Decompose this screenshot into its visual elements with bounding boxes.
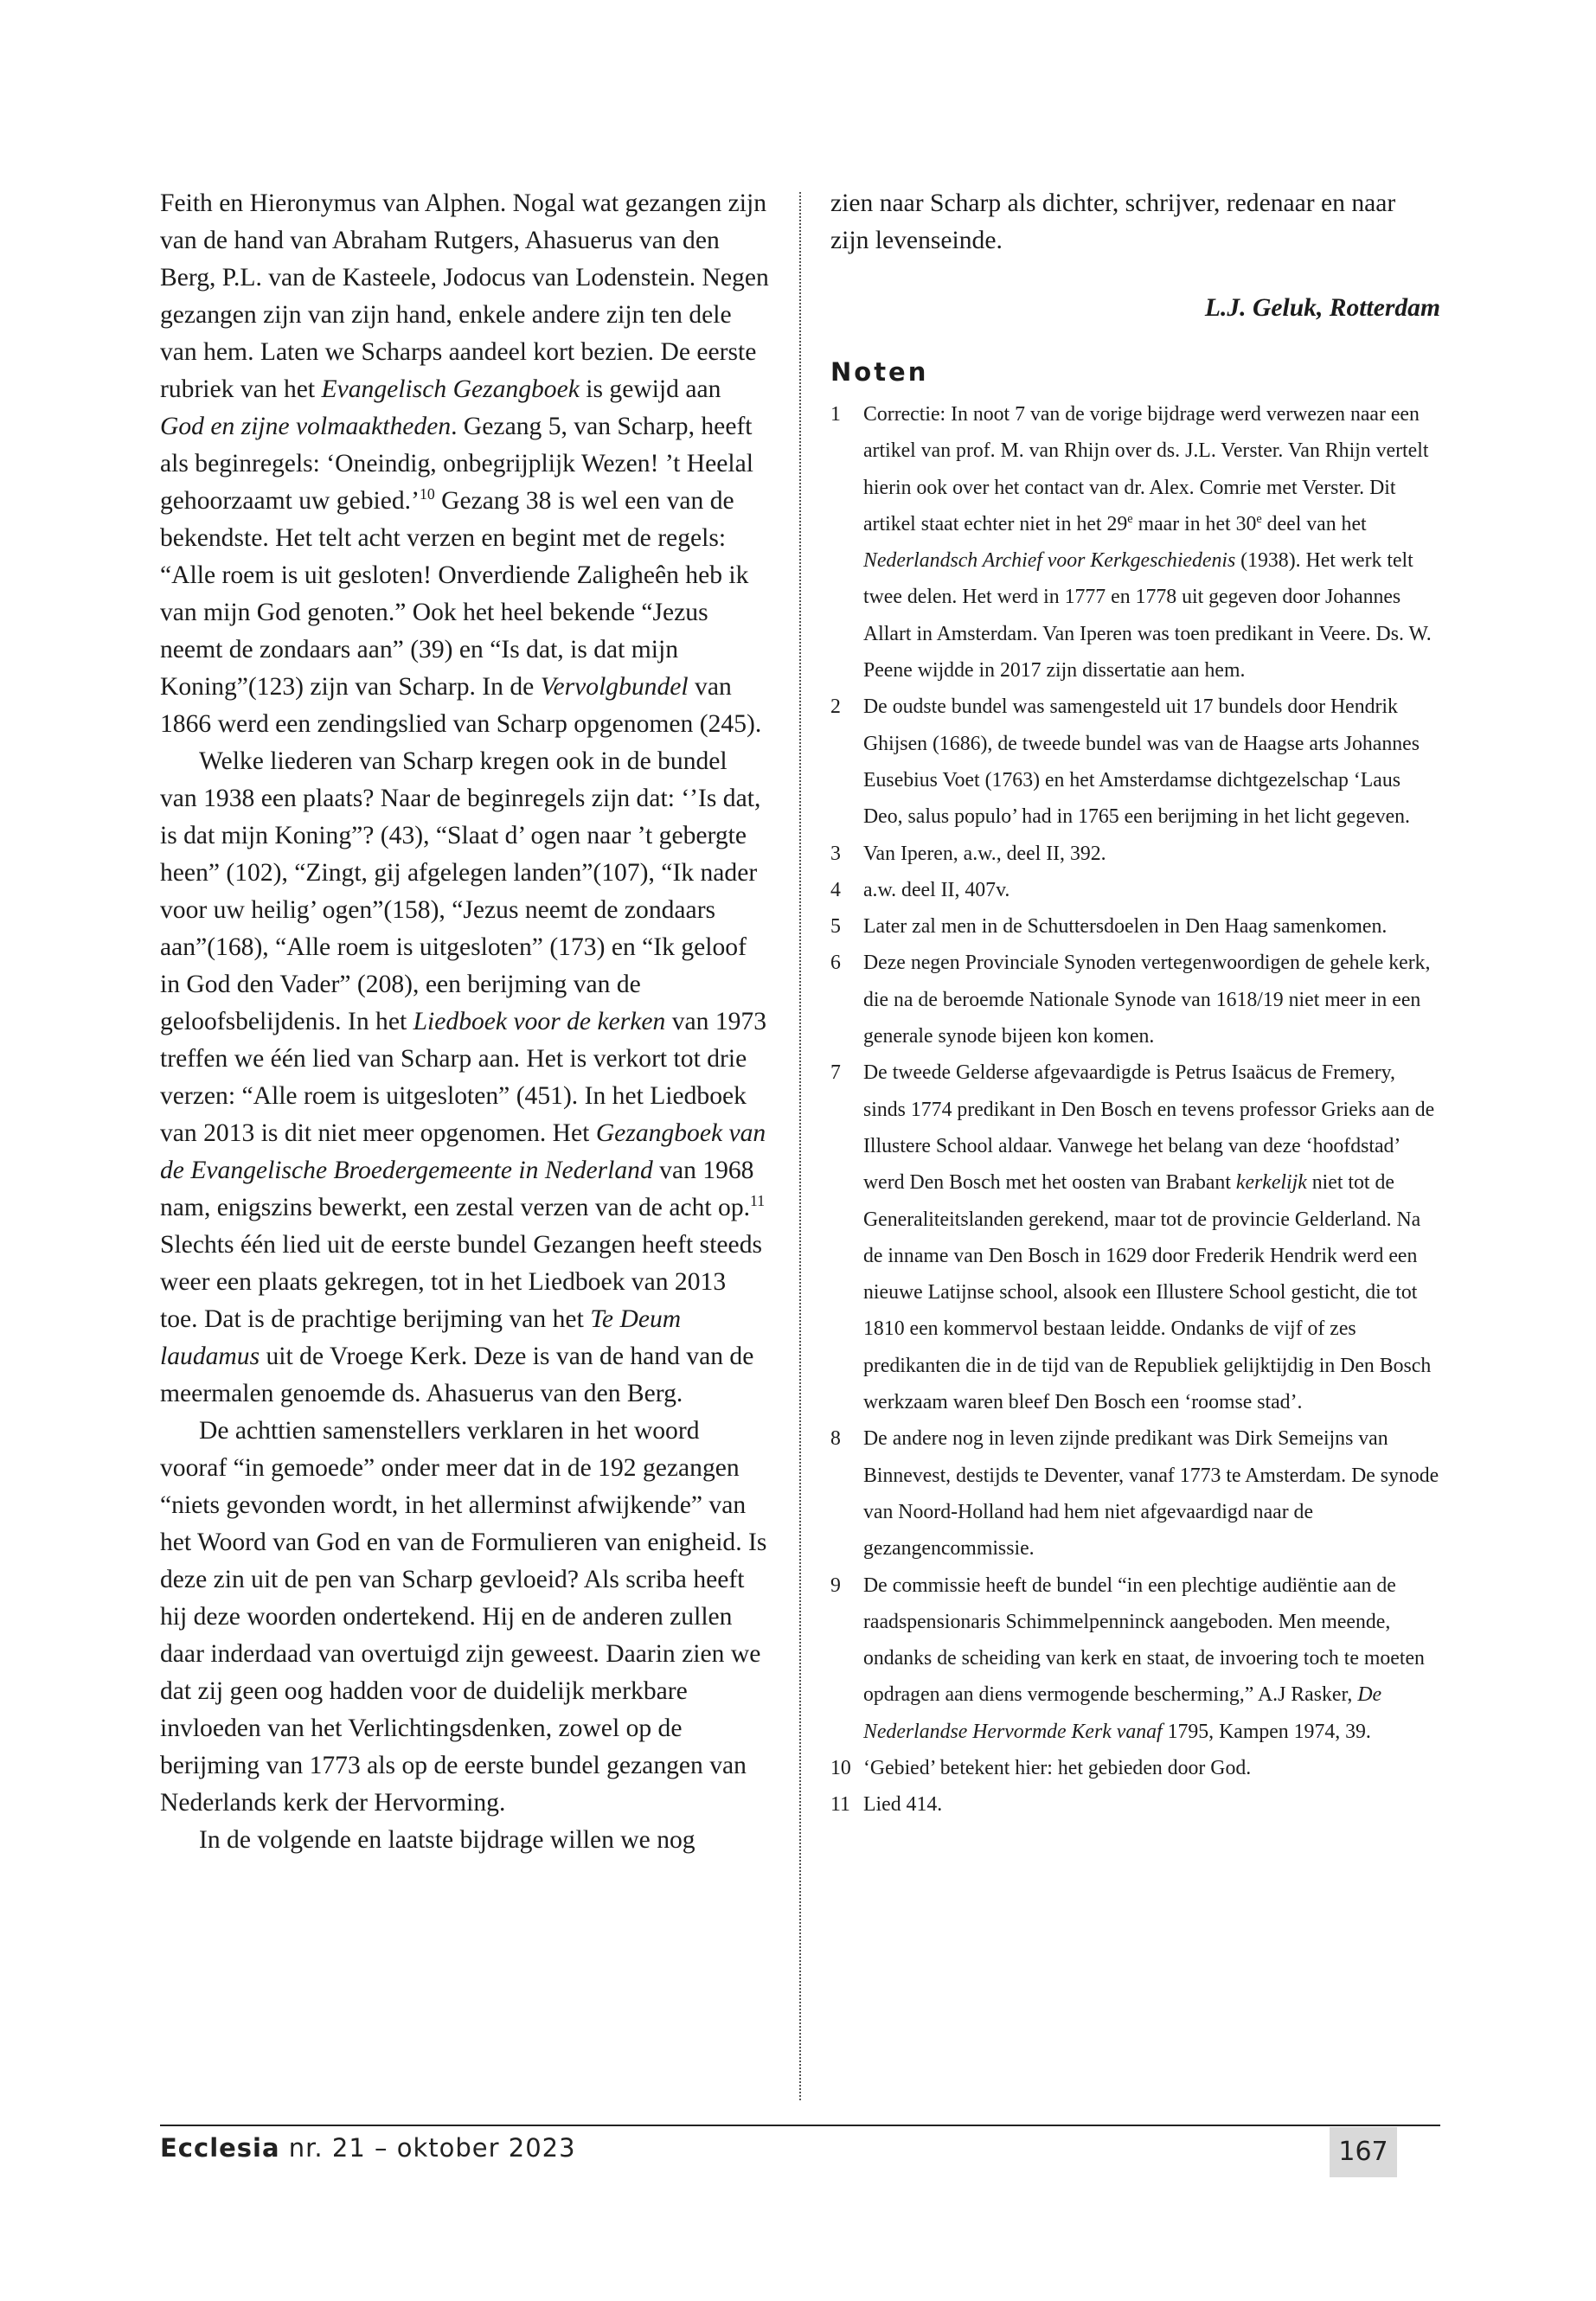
note-number: 10 (830, 1756, 851, 1779)
note-number: 11 (830, 1793, 850, 1817)
note-text: Later zal men in de Schuttersdoelen in Den Haag samenkomen. (863, 915, 1388, 939)
note-text: a.w. deel II, 407v. (863, 878, 1010, 901)
note-number: 7 (830, 1061, 841, 1085)
note-9 (830, 1567, 1440, 1750)
footer-rule (160, 2125, 1440, 2126)
paragraph-2: Welke liederen van Scharp kregen ook in de bundel van 1938 een plaats? Naar de beginregels zijn dat: ‘’Is dat, is dat mijn Koning”? (43), “Slaat d’ ogen naar ’t gebergte heen” (102), “Zingt, gij afgelegen landen”(107), “Ik nader voor uw heilig’ ogen”(158), “Jezus neemt de zondaars aan”(168), “Alle roem is uitgesloten” (173) en “Ik geloof in God den Vader” (208), een berijming van de geloofsbelijdenis. In het Liedboek voor de kerken van 1973 treffen we één lied van Scharp aan. Het is verkort tot drie verzen: “Alle roem is uitgesloten” (451). In het Liedboek van 2013 is dit niet meer opgenomen. Het Gezangboek van de Evangelische Broedergemeente in Nederland van 1968 nam, enigszins bewerkt, een zestal verzen van de acht op.$^{11}$ Slechts één lied uit de eerste bundel Gezangen heeft steeds weer een plaats gekregen, tot in het Liedboek van 2013 toe. Dat is de prachtige berijming van het Te Deum laudamus uit de Vroege Kerk. Deze is van de hand van de meermalen genoemde ds. Ahasuerus van den Berg. (160, 747, 767, 1407)
paragraph-3: De achttien samenstellers verklaren in het woord vooraf “in gemoede” onder meer dat in de 192 gezangen “niets gevonden wordt, in het allerminst afwijkende” van het Woord van God en van de Formulieren van enigheid. Is deze zin uit de pen van Scharp gevloeid? Als scriba heeft hij deze woorden ondertekend. Hij en de anderen zullen daar inderdaad van overtuigd zijn geweest. Daarin zien we dat zij geen oog hadden voor de duidelijk merkbare invloeden van het Verlichtingsdenken, zowel op de berijming van 1773 als op de eerste bundel gezangen van Nederlands kerk der Hervorming. (160, 1417, 767, 1817)
column-divider (799, 192, 801, 2100)
note-11 (830, 1786, 1440, 1823)
note-text: Van Iperen, a.w., deel II, 392. (863, 842, 1106, 865)
note-1 (830, 396, 1440, 689)
note-3 (830, 836, 1440, 872)
note-number: 8 (830, 1427, 841, 1451)
magazine-name: Ecclesia (160, 2133, 280, 2163)
note-number: 2 (830, 695, 841, 719)
note-6 (830, 945, 1440, 1054)
footnote-ref-11: 11 (750, 1192, 766, 1210)
intro-paragraph: zien naar Scharp als dichter, schrijver, redenaar en naar zijn levenseinde. (830, 189, 1396, 254)
note-number: 5 (830, 915, 841, 939)
note-number: 1 (830, 403, 841, 426)
note-8 (830, 1420, 1440, 1567)
issue-info: nr. 21 – oktober 2023 (279, 2133, 576, 2163)
note-5 (830, 908, 1440, 945)
note-7 (830, 1054, 1440, 1420)
footnote-ref-10: 10 (419, 485, 435, 503)
note-number: 3 (830, 842, 841, 865)
paragraph-1: Feith en Hieronymus van Alphen. Nogal wat gezangen zijn van de hand van Abraham Rutgers, Ahasuerus van den Berg, P.L. van de Kasteele, Jodocus van Lodenstein. Negen gezangen zijn van zijn hand, enkele andere zijn ten dele van hem. Laten we Scharps aandeel kort bezien. De eerste rubriek van het Evangelisch Gezangboek is gewijd aan God en zijne volmaaktheden. Gezang 5, van Scharp, heeft als beginregels: ‘Oneindig, onbegrijplijk Wezen! ’t Heelal gehoorzaamt uw gebied.’$^{10}$ Gezang 38 is wel een van de bekendste. Het telt acht verzen en begint met de regels: “Alle roem is uit gesloten! Onverdiende Zaligheên heb ik van mijn God genoten.” Ook het heel bekende “Jezus neemt de zondaars aan” (39) en “Is dat, is dat mijn Koning”(123) zijn van Scharp. In de Vervolgbundel van 1866 werd een zendingslied van Scharp opgenomen (245). (160, 189, 769, 738)
note-text: Deze negen Provinciale Synoden vertegenwoordigen de gehele kerk, die na de beroemde Nationale Synode van 1618/19 niet meer in een generale synode bijeen kon komen. (863, 952, 1431, 1048)
note-text: De tweede Gelderse afgevaardigde is Petrus Isaäcus de Fremery, sinds 1774 predikant in Den Bosch en tevens professor Grieks aan de Illustere School aldaar. Vanwege het belang van deze ‘hoofdstad’ werd Den Bosch met het oosten van Brabant kerkelijk niet tot de Generaliteitslanden gerekend, maar tot de provincie Gelderland. Na de inname van Den Bosch in 1629 door Frederik Hendrik werd een nieuwe Latijnse school, alsook een Illustere School gesticht, die tot 1810 een kommervol bestaan leidde. Ondanks de vijf of zes predikanten die in de tijd van de Republiek gelijktijdig in Den Bosch werkzaam waren bleef Den Bosch een ‘roomse stad’. (863, 1061, 1435, 1414)
page-number: 167 (1330, 2127, 1397, 2177)
note-text: ‘Gebied’ betekent hier: het gebieden door God. (863, 1756, 1252, 1779)
paragraph-4: In de volgende en laatste bijdrage willen we nog (199, 1826, 695, 1854)
note-number: 6 (830, 952, 841, 975)
author-signature: L.J. Geluk, Rotterdam (1204, 294, 1440, 322)
note-number: 4 (830, 878, 841, 901)
notes-heading: Noten (830, 357, 929, 387)
note-text: De commissie heeft de bundel “in een plechtige audiëntie aan de raadspensionaris Schimmelpenninck aangeboden. Men meende, ondanks de scheiding van kerk en staat, de invoering toch te moeten opdragen aan diens vermogende bescherming,” A.J Rasker, De Nederlandse Hervormde Kerk vanaf 1795, Kampen 1974, 39. (863, 1574, 1425, 1743)
note-number: 9 (830, 1574, 841, 1597)
footer-publication (160, 2131, 576, 2164)
note-text: De andere nog in leven zijnde predikant was Dirk Semeijns van Binnevest, destijds te Deventer, vanaf 1773 te Amsterdam. De synode van Noord-Holland had hem niet afgevaardigd naar de gezangencommissie. (863, 1427, 1439, 1561)
left-column (160, 185, 770, 1859)
note-4 (830, 872, 1440, 908)
note-2 (830, 689, 1440, 835)
right-column (830, 185, 1440, 1823)
note-text: Correctie: In noot 7 van de vorige bijdrage werd verwezen naar een artikel van prof. M. van Rhijn over ds. J.L. Verster. Van Rhijn vertelt hierin ook over het contact van dr. Alex. Comrie met Verster. Dit artikel staat echter niet in het 29e maar in het 30e deel van het Nederlandsch Archief voor Kerkgeschiedenis (1938). Het werk telt twee delen. Het werd in 1777 en 1778 uit gegeven door Johannes Allart in Amsterdam. Van Iperen was toen predikant in Veere. Ds. W. Peene wijdde in 2017 zijn dissertatie aan hem. (863, 403, 1432, 683)
note-10 (830, 1750, 1440, 1786)
notes-list (830, 396, 1440, 1823)
note-text: De oudste bundel was samengesteld uit 17 bundels door Hendrik Ghijsen (1686), de tweede bundel was van de Haagse arts Johannes Eusebius Voet (1763) en het Amsterdamse dichtgezelschap ‘Laus Deo, salus populo’ had in 1765 een berijming in het licht gegeven. (863, 695, 1420, 829)
note-text: Lied 414. (863, 1793, 943, 1817)
